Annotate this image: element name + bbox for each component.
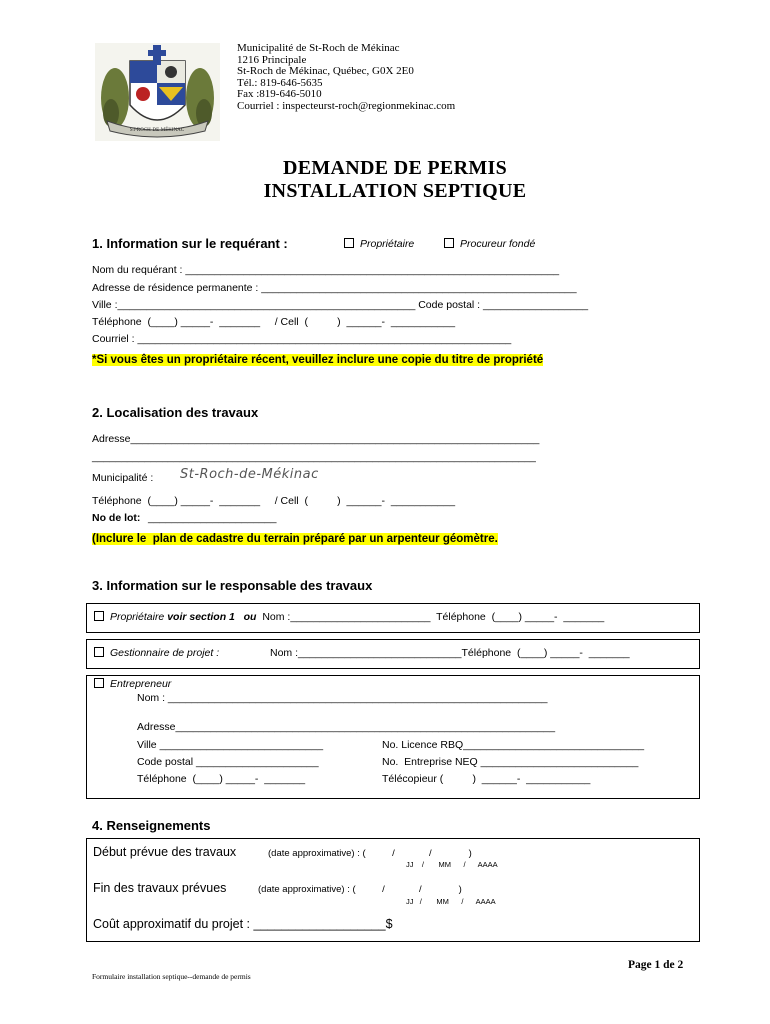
date-format-debut: JJ / MM / AAAA — [406, 860, 498, 869]
field-entrepreneur-code-postal[interactable]: Code postal _____________________ — [137, 756, 319, 768]
field-entrepreneur-telephone[interactable]: Téléphone (____) _____- _______ — [137, 773, 306, 785]
checkbox-proprietaire[interactable] — [344, 238, 414, 250]
field-entrepreneur-nom[interactable]: Nom : _________________________________________________________________ — [137, 692, 548, 704]
section2-heading: 2. Localisation des travaux — [92, 405, 259, 420]
field-entreprise-neq[interactable]: No. Entreprise NEQ ___________________________ — [382, 756, 639, 768]
field-adresse-travaux-2[interactable]: ____________________________________________________________________________ — [92, 451, 536, 463]
checkbox-icon — [94, 611, 104, 621]
section4-heading: 4. Renseignements — [92, 818, 211, 833]
muni-line-5: Fax :819-646-5010 — [237, 88, 322, 100]
field-licence-rbq[interactable]: No. Licence RBQ_______________________________ — [382, 739, 645, 751]
field-courriel[interactable]: Courriel : ________________________________________________________________ — [92, 333, 512, 345]
field-no-lot[interactable]: ______________________ — [148, 512, 277, 524]
label-voir-section1: voir section 1 ou — [167, 611, 257, 623]
field-gestionnaire[interactable]: Nom :____________________________Téléphone (____) _____- _______ — [270, 647, 630, 659]
checkbox-icon — [94, 678, 104, 688]
municipalite-value: St-Roch-de-Mékinac — [180, 467, 319, 482]
muni-line-6: Courriel : inspecteurst-roch@regionmekinac.com — [237, 99, 456, 112]
muni-line-1: Municipalité de St-Roch de Mékinac — [237, 42, 400, 54]
field-entrepreneur-telecopieur[interactable]: Télécopieur ( ) ______- ___________ — [382, 773, 591, 785]
checkbox-icon — [94, 647, 104, 657]
muni-line-4: Tél.: 819-646-5635 — [237, 76, 323, 89]
form-title-line1: DEMANDE DE PERMIS — [283, 157, 507, 179]
logo-text: ST-ROCH-DE-MÉKINAC — [129, 128, 185, 133]
municipality-logo — [95, 43, 220, 141]
field-nom-requerant[interactable]: Nom du requérant : ________________________________________________________________ — [92, 264, 560, 276]
checkbox-icon — [444, 238, 454, 248]
notice-titre-propriete: *Si vous êtes un propriétaire récent, veuillez inclure une copie du titre de propriété — [92, 354, 544, 366]
field-fin-travaux[interactable]: (date approximative) : ( / / ) — [258, 884, 462, 895]
label-procureur: Procureur fondé — [460, 238, 536, 250]
checkbox-entrepreneur[interactable] — [94, 678, 171, 690]
field-entrepreneur-adresse[interactable]: Adresse_________________________________________________________________ — [137, 721, 556, 733]
checkbox-gestionnaire[interactable] — [94, 647, 219, 659]
field-adresse-residence[interactable]: Adresse de résidence permanente : ______________________________________________________ — [92, 282, 577, 294]
label-proprietaire: Propriétaire — [360, 238, 415, 250]
label-debut-travaux: Début prévue des travaux — [93, 845, 237, 859]
checkbox-resp-proprietaire[interactable] — [94, 611, 604, 623]
label-gestionnaire: Gestionnaire de projet : — [110, 647, 220, 659]
municipality-info — [237, 43, 455, 112]
label-entrepreneur: Entrepreneur — [110, 678, 172, 690]
form-title-line2: INSTALLATION SEPTIQUE — [263, 180, 527, 202]
field-adresse-travaux[interactable]: Adresse______________________________________________________________________ — [92, 433, 540, 445]
checkbox-icon — [344, 238, 354, 248]
date-format-fin: JJ / MM / AAAA — [406, 897, 496, 906]
field-debut-travaux[interactable]: (date approximative) : ( / / ) — [268, 848, 472, 859]
field-cout-projet[interactable]: Coût approximatif du projet : ___________________$ — [93, 917, 393, 931]
section3-heading: 3. Information sur le responsable des travaux — [92, 578, 373, 593]
page-number: Page 1 de 2 — [628, 959, 684, 971]
field-telephone-travaux[interactable]: Téléphone (____) _____- _______ / Cell ( ) ______- ___________ — [92, 495, 456, 507]
field-ville-code-postal[interactable]: Ville :___________________________________________________ Code postal : __________________ — [92, 299, 589, 311]
checkbox-procureur[interactable] — [444, 238, 535, 250]
field-telephone[interactable]: Téléphone (____) _____- _______ / Cell ( ) ______- ___________ — [92, 316, 456, 328]
field-resp-proprietaire: Nom :________________________ Téléphone (____) _____- _______ — [262, 611, 605, 623]
label-fin-travaux: Fin des travaux prévues — [93, 881, 227, 895]
footer-form-name: Formulaire installation septique--demande de permis — [92, 972, 251, 981]
muni-line-3: St-Roch de Mékinac, Québec, G0X 2E0 — [237, 65, 414, 77]
label-municipalite: Municipalité : — [92, 472, 154, 484]
label-no-lot: No de lot: — [92, 512, 141, 524]
section1-heading: 1. Information sur le requérant : — [92, 236, 288, 251]
field-entrepreneur-ville[interactable]: Ville ____________________________ — [137, 739, 324, 751]
label-resp-proprietaire: Propriétaire — [110, 611, 165, 623]
muni-line-2: 1216 Principale — [237, 53, 307, 66]
notice-plan-cadastre: (Inclure le plan de cadastre du terrain préparé par un arpenteur géomètre. — [92, 533, 498, 545]
